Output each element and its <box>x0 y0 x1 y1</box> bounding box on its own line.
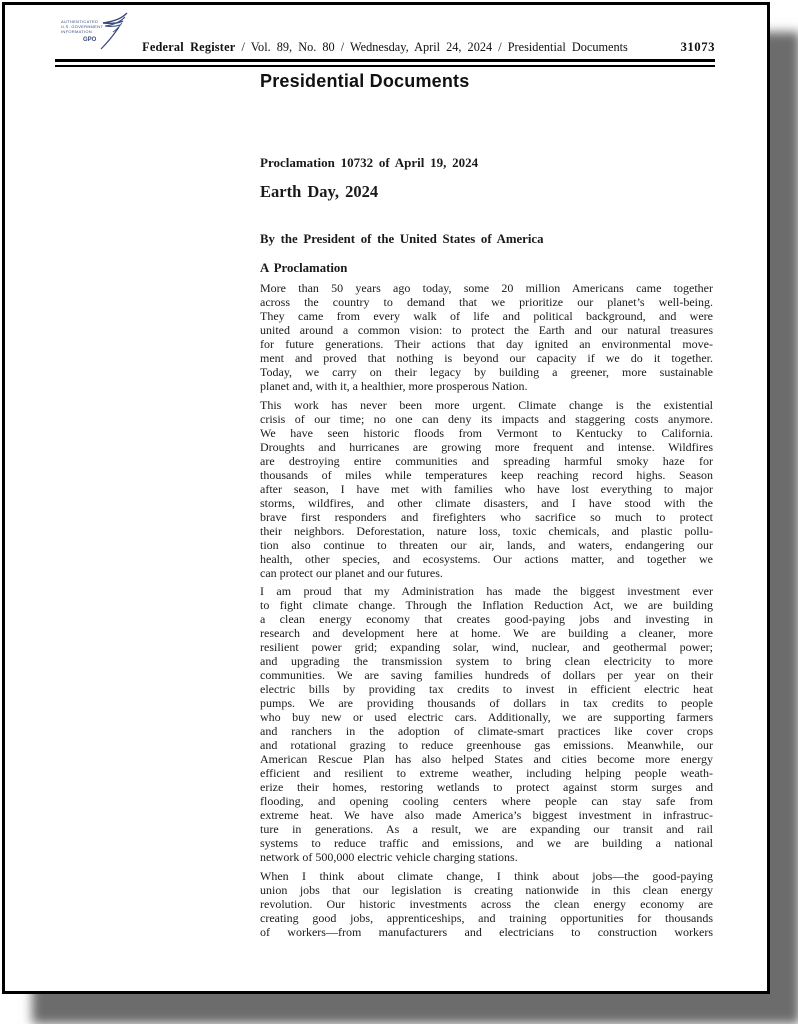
president-byline: By the President of the United States of America <box>260 232 544 246</box>
body-line: thousands of miles while temperatures keep reaching record highs. Season <box>260 467 713 482</box>
body-line: and upgrading the transmission system to bring clean electricity to more <box>260 654 713 668</box>
header-rule-thin <box>55 65 715 67</box>
body-line: efficient and resilient to extreme weather, including helping people weath- <box>260 766 713 780</box>
body-line: I am proud that my Administration has made the biggest investment ever <box>260 584 713 598</box>
body-line: brave first responders and firefighters who sacrifice so much to protect <box>260 509 713 524</box>
body-line: resilient power grid; expanding solar, wind, nuclear, and geothermal power; <box>260 640 713 654</box>
body-line: network of 500,000 electric vehicle charging stations. <box>260 850 518 864</box>
proclamation-body <box>260 281 713 939</box>
section-heading: Presidential Documents <box>260 71 470 91</box>
body-paragraph <box>260 869 713 939</box>
gpo-label-line2: U.S. GOVERNMENT <box>61 24 104 29</box>
body-paragraph <box>260 281 713 393</box>
proclamation-subheading: A Proclamation <box>260 261 348 275</box>
body-line: revolution. Our historic investments across the clean energy economy are <box>260 896 713 911</box>
body-line: communities. We are saving families hundreds of dollars per year on their <box>260 668 713 682</box>
gpo-label-line1: AUTHENTICATED <box>61 19 99 24</box>
gpo-acronym: GPO <box>83 37 97 43</box>
body-line: health, other species, and ecosystems. Our actions matter, and together we <box>260 551 713 566</box>
body-line: More than 50 years ago today, some 20 million Americans came together <box>260 281 713 295</box>
body-line: planet and, with it, a healthier, more prosperous Nation. <box>260 379 528 393</box>
folio-page-number: 31073 <box>680 40 715 54</box>
body-line: Today, we carry on their legacy by building a greener, more sustainable <box>260 365 713 379</box>
body-line: ture in generations. As a result, we are expanding our transit and rail <box>260 822 713 836</box>
body-line: crisis of our time; no one can deny its impacts and staggering costs anymore. <box>260 411 713 426</box>
body-line: tion also continue to threaten our air, lands, and waters, endangering our <box>260 537 713 552</box>
body-line: for future generations. Their actions that day ignited an environmental move- <box>260 337 713 351</box>
body-line: Droughts and hurricanes are growing more frequent and intense. Wildfires <box>260 439 713 454</box>
body-line: This work has never been more urgent. Climate change is the existential <box>260 397 713 412</box>
body-line: pumps. We are providing thousands of dollars in tax credits to people <box>260 696 713 710</box>
body-line: a clean energy economy that creates good-paying jobs and investing in <box>260 612 713 626</box>
body-paragraph <box>260 584 713 864</box>
body-line: of workers—from manufacturers and electricians to construction workers <box>260 924 713 939</box>
body-line: union jobs that our legislation is creating nationwide in this clean energy <box>260 882 713 897</box>
folio-journal-name: Federal Register <box>142 40 236 54</box>
body-line: flooding, and opening cooling centers where people can stay safe from <box>260 794 713 808</box>
body-line: research and development here at home. We are building a cleaner, more <box>260 626 713 640</box>
body-line: ment and proved that nothing is beyond our capacity if we do it together. <box>260 351 713 365</box>
body-line: who buy new or used electric cars. Additionally, we are supporting farmers <box>260 710 713 724</box>
folio-issue-info: / Vol. 89, No. 80 / Wednesday, April 24, 2024 / Presidential Documents <box>235 40 628 54</box>
body-line: can protect our planet and our futures. <box>260 565 443 580</box>
body-line: and rotational grazing to reduce greenhouse gas emissions. Meanwhile, our <box>260 738 713 752</box>
proclamation-number-line: Proclamation 10732 of April 19, 2024 <box>260 155 479 170</box>
federal-register-page <box>2 2 770 994</box>
header-rule-thick <box>55 59 715 62</box>
gpo-label-line3: INFORMATION <box>61 29 93 34</box>
body-line: after season, I have met with families who have lost everything to major <box>260 481 713 496</box>
body-paragraph <box>260 398 713 580</box>
body-line: systems to reduce traffic and emissions, and we are building a national <box>260 836 713 850</box>
body-line: are destroying entire communities and spreading harmful smoky haze for <box>260 453 713 468</box>
document-column <box>260 155 713 943</box>
body-line: They came from every walk of life and political background, and were <box>260 309 713 323</box>
body-line: American Rescue Plan has also helped States and cities become more energy <box>260 752 713 766</box>
body-line: and ranchers in the adoption of climate-smart practices like cover crops <box>260 724 713 738</box>
body-line: united around a common vision: to protect the Earth and our natural treasures <box>260 323 713 337</box>
body-line: their neighbors. Deforestation, nature loss, toxic chemicals, and plastic pollu- <box>260 523 713 538</box>
body-line: creating good jobs, apprenticeships, and training opportunities for thousands <box>260 910 713 925</box>
body-line: extreme heat. We have also made America’s biggest investment in infrastruc- <box>260 808 713 822</box>
body-line: erize their homes, restoring wetlands to protect against storm surges and <box>260 780 713 794</box>
body-line: storms, wildfires, and other climate disasters, and I have stood with the <box>260 495 713 510</box>
header-folio-line <box>55 40 715 55</box>
document-title: Earth Day, 2024 <box>260 182 379 201</box>
body-line: across the country to demand that we prioritize our planet’s well-being. <box>260 295 713 309</box>
body-line: When I think about climate change, I think about jobs—the good-paying <box>260 868 713 883</box>
body-line: We have seen historic floods from Vermont to Kentucky to California. <box>260 425 713 440</box>
body-line: electric bills by providing tax credits to invest in efficient electric heat <box>260 682 713 696</box>
body-line: to fight climate change. Through the Inflation Reduction Act, we are building <box>260 598 713 612</box>
